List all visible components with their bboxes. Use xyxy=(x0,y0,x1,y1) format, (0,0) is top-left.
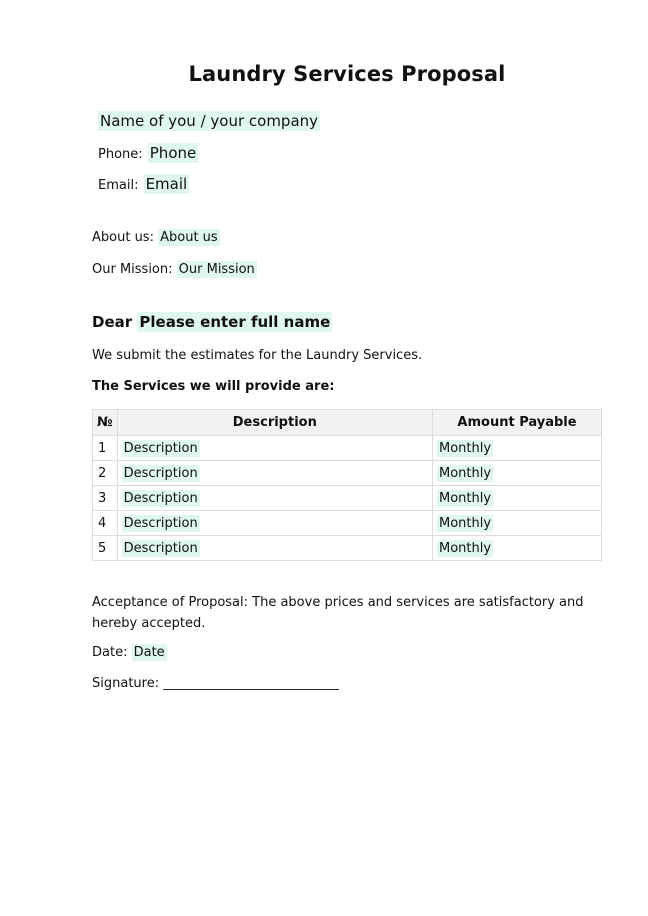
header-number: № xyxy=(93,410,118,436)
row-description-field[interactable]: Description xyxy=(123,540,198,556)
row-number: 5 xyxy=(93,536,118,561)
row-number: 3 xyxy=(93,486,118,511)
row-description-field[interactable]: Description xyxy=(123,465,198,481)
row-description-cell xyxy=(117,436,432,461)
row-amount-cell xyxy=(433,436,602,461)
submit-text: We submit the estimates for the Laundry Services. xyxy=(92,348,423,363)
signature-label: Signature: xyxy=(92,676,160,691)
row-description-field[interactable]: Description xyxy=(123,490,198,506)
services-heading: The Services we will provide are: xyxy=(92,379,335,394)
row-amount-field[interactable]: Monthly xyxy=(439,465,492,481)
table-row xyxy=(93,486,602,511)
company-name-value[interactable]: Name of you / your company xyxy=(100,112,319,130)
acceptance-text: Acceptance of Proposal: The above prices and services are satisfactory and hereby accepted. xyxy=(92,595,584,631)
row-amount-field[interactable]: Monthly xyxy=(439,515,492,531)
row-description-cell xyxy=(117,486,432,511)
row-description-field[interactable]: Description xyxy=(123,440,198,456)
phone-label: Phone xyxy=(98,147,139,162)
row-description-field[interactable]: Description xyxy=(123,515,198,531)
about-row xyxy=(92,230,220,245)
table-header-row xyxy=(93,410,602,436)
page-title: Laundry Services Proposal xyxy=(188,62,506,86)
date-field[interactable]: Date xyxy=(133,645,165,660)
row-description-cell xyxy=(117,536,432,561)
header-description: Description xyxy=(117,410,432,436)
phone-field[interactable]: Phone xyxy=(149,144,197,162)
row-amount-cell xyxy=(433,461,602,486)
row-amount-cell xyxy=(433,511,602,536)
row-number: 4 xyxy=(93,511,118,536)
about-label: About us: xyxy=(92,230,154,245)
dear-label: Dear xyxy=(92,313,133,331)
row-amount-field[interactable]: Monthly xyxy=(439,490,492,506)
phone-row xyxy=(98,143,198,162)
mission-field[interactable]: Our Mission xyxy=(178,262,255,277)
row-description-cell xyxy=(117,461,432,486)
salutation-row xyxy=(92,313,332,331)
phone-colon: : xyxy=(138,147,143,162)
signature-line[interactable]: ___________________________ xyxy=(163,676,339,691)
row-number: 1 xyxy=(93,436,118,461)
about-field[interactable]: About us xyxy=(160,230,218,245)
services-table xyxy=(92,409,602,561)
date-label: Date: xyxy=(92,645,128,660)
row-amount-field[interactable]: Monthly xyxy=(439,440,492,456)
mission-label: Our Mission: xyxy=(92,262,173,277)
recipient-name-field[interactable]: Please enter full name xyxy=(139,313,331,331)
row-amount-field[interactable]: Monthly xyxy=(439,540,492,556)
header-amount: Amount Payable xyxy=(433,410,602,436)
table-row xyxy=(93,436,602,461)
email-row xyxy=(98,174,189,193)
date-row xyxy=(92,645,167,660)
mission-row xyxy=(92,262,257,277)
row-amount-cell xyxy=(433,486,602,511)
row-description-cell xyxy=(117,511,432,536)
table-row xyxy=(93,461,602,486)
email-label: Email xyxy=(98,178,135,193)
row-amount-cell xyxy=(433,536,602,561)
email-field[interactable]: Email xyxy=(145,175,188,193)
row-number: 2 xyxy=(93,461,118,486)
table-row xyxy=(93,536,602,561)
table-row xyxy=(93,511,602,536)
email-colon: : xyxy=(134,178,139,193)
signature-row xyxy=(92,676,339,691)
company-name-field[interactable] xyxy=(98,112,320,130)
